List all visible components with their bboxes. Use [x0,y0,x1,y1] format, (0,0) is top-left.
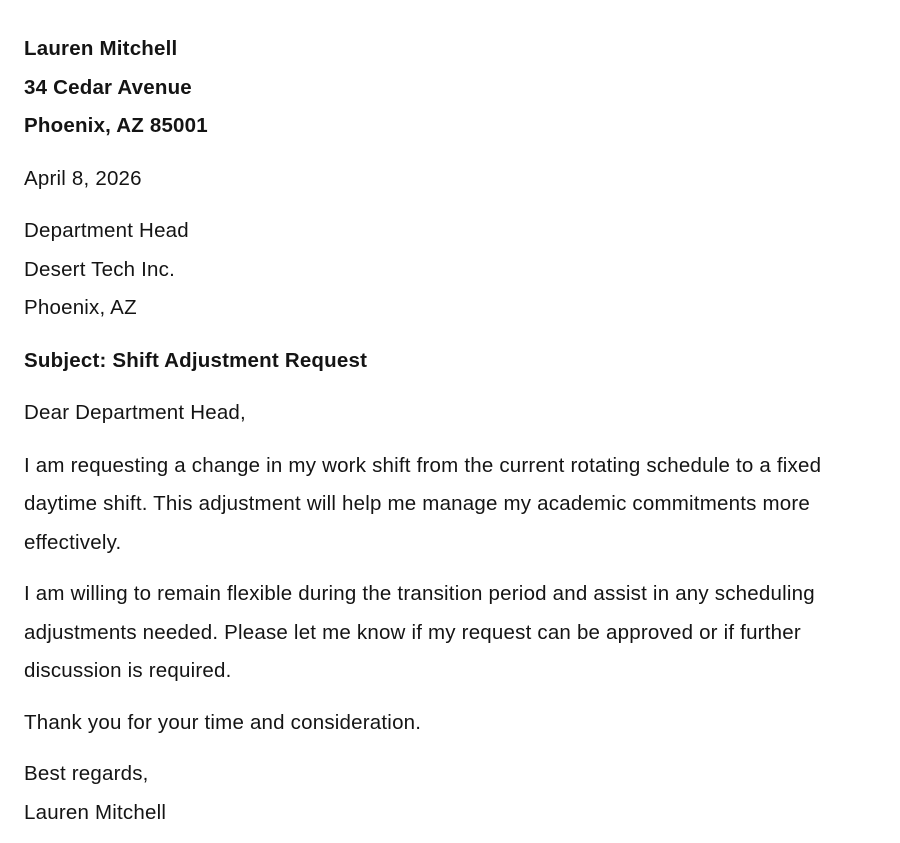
sender-city-state-zip: Phoenix, AZ 85001 [24,114,208,137]
body-paragraph-3: Thank you for your time and consideration. [24,710,422,734]
salutation: Dear Department Head, [24,401,246,424]
salutation-block [24,394,876,433]
valediction: Best regards, [24,762,149,785]
letter-date: April 8, 2026 [24,166,142,190]
subject-block [24,342,876,381]
closing-block [24,755,876,832]
letter-body [24,30,876,832]
body-paragraph-1: I am requesting a change in my work shift from the current rotating schedule to a fixed daytime shift. This adjustment will help me manage my academic commitments more effectively. [24,453,822,554]
recipient-city-state: Phoenix, AZ [24,296,137,319]
date-block [24,160,876,199]
body-paragraph-2: I am willing to remain flexible during the transition period and assist in any scheduling adjustments needed. Please let me know if my request can be approved or if further discussion is required. [24,582,815,682]
recipient-address-block [24,212,876,328]
sender-name: Lauren Mitchell [24,37,178,60]
recipient-title: Department Head [24,219,189,242]
subject-line: Subject: Shift Adjustment Request [24,348,368,372]
sender-address-block [24,30,876,146]
recipient-company: Desert Tech Inc. [24,257,176,281]
signature-name: Lauren Mitchell [24,800,167,824]
sender-street: 34 Cedar Avenue [24,75,192,99]
